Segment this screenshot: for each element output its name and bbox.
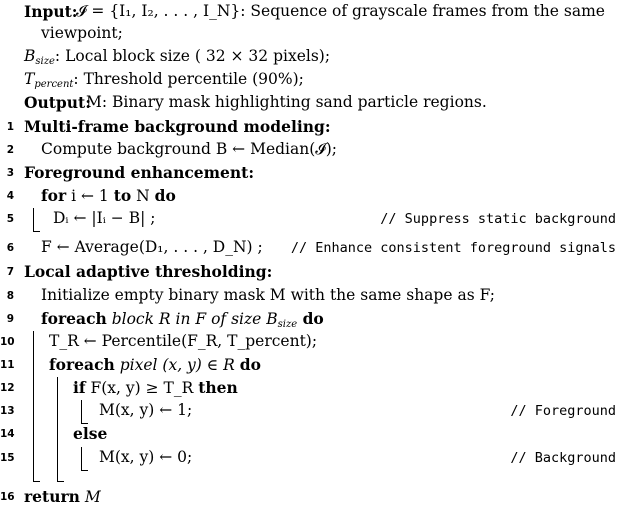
keyword-return: return [24, 487, 80, 506]
algo-line-15 [0, 448, 621, 472]
line-text [41, 309, 324, 330]
algo-line-1 [0, 117, 621, 141]
line-number: 6 [6, 242, 14, 254]
input-label: Input: [24, 2, 78, 21]
line-number: 14 [0, 428, 15, 440]
input-line [0, 2, 621, 26]
line-number: 9 [6, 313, 14, 325]
line-number: 5 [6, 213, 14, 225]
algo-line-7 [0, 262, 621, 286]
keyword-if: if [73, 378, 86, 397]
if-block-rule-hook [81, 423, 88, 424]
comment: // Enhance consistent foreground signals [290, 240, 616, 256]
size-subscript: size [277, 319, 298, 330]
line-text: T_R ← Percentile(F_R, T_percent); [49, 332, 318, 350]
foreach-block-rule-hook [33, 481, 40, 482]
input-continuation [0, 24, 621, 48]
line-text: Initialize empty binary mask M with the same shape as F; [41, 286, 495, 304]
line-number: 8 [6, 290, 14, 302]
else-block-rule-hook [81, 470, 88, 471]
line-text: Dᵢ ← |Iᵢ − B| ; [53, 209, 156, 227]
input-text-cont: viewpoint; [41, 24, 123, 42]
if-block-rule [81, 400, 82, 424]
algo-line-4 [0, 186, 621, 210]
algo-line-9 [0, 309, 621, 333]
line-text [41, 186, 176, 205]
bsize-subscript: size [35, 56, 55, 67]
line-number: 3 [6, 167, 14, 179]
tpct-description: : Threshold percentile (90%); [73, 70, 304, 88]
keyword-for: for [41, 186, 67, 205]
line-number: 2 [6, 144, 14, 156]
line-number: 1 [6, 121, 14, 133]
algo-line-12 [0, 378, 621, 402]
output-text: M: Binary mask highlighting sand particle regions. [86, 93, 487, 111]
algo-line-8 [0, 286, 621, 310]
bsize-param [24, 47, 330, 67]
foreach-block-rule [33, 331, 34, 482]
line-text [73, 378, 238, 397]
algo-line-3 [0, 163, 621, 187]
line-text: M(x, y) ← 0; [99, 448, 193, 466]
tpct-param [24, 70, 304, 90]
algo-line-2 [0, 140, 621, 164]
line-text [49, 355, 261, 374]
line-text: F ← Average(D₁, . . . , D_N) ; [41, 238, 263, 256]
for-loop-rule-hook [33, 231, 40, 232]
bsize-description: : Local block size ( 32 × 32 pixels); [54, 47, 331, 65]
keyword-to: to [113, 186, 132, 205]
line-number: 10 [0, 336, 15, 348]
line-number: 13 [0, 405, 15, 417]
line-text: Compute background B ← Median(𝓘); [41, 140, 338, 158]
for-loop-rule [33, 208, 34, 232]
algo-line-6 [0, 238, 621, 262]
line-number: 12 [0, 382, 15, 394]
loop-end: N [131, 187, 155, 205]
keyword-foreach: foreach [49, 355, 115, 374]
keyword-do: do [154, 186, 176, 205]
condition: F(x, y) ≥ T_R [85, 379, 199, 397]
foreach-pixel-rule [57, 377, 58, 482]
keyword-then: then [198, 378, 238, 397]
line-text: M(x, y) ← 1; [99, 401, 193, 419]
tpct-symbol: T [24, 70, 35, 88]
loop-range: i ← 1 [66, 187, 114, 205]
keyword-foreach: foreach [41, 309, 107, 328]
comment: // Foreground [510, 403, 616, 419]
algo-line-13 [0, 401, 621, 425]
line-text: Foreground enhancement: [24, 163, 255, 182]
bsize-symbol: B [24, 47, 36, 65]
algo-line-16 [0, 487, 621, 511]
output-label: Output: [24, 93, 91, 112]
line-number: 16 [0, 491, 15, 503]
algo-line-5 [0, 209, 621, 233]
comment: // Background [510, 450, 616, 466]
loop-clause: block R in F of size B [106, 310, 278, 328]
line-number: 11 [0, 359, 15, 371]
output-line [0, 93, 621, 117]
algo-line-11 [0, 355, 621, 379]
foreach-pixel-rule-hook [57, 481, 64, 482]
line-text: Local adaptive thresholding: [24, 262, 273, 281]
line-text [24, 487, 101, 506]
comment: // Suppress static background [380, 211, 616, 227]
line-text: else [73, 424, 108, 443]
algo-line-14 [0, 424, 621, 448]
algo-line-10 [0, 332, 621, 356]
loop-clause: pixel (x, y) ∈ R [114, 356, 240, 374]
keyword-do: do [239, 355, 261, 374]
line-text: Multi-frame background modeling: [24, 117, 331, 136]
return-value: M [79, 488, 101, 506]
line-number: 7 [6, 266, 14, 278]
line-number: 4 [6, 190, 14, 202]
line-number: 15 [0, 452, 15, 464]
tpct-subscript: percent [34, 79, 74, 90]
tpct-line [0, 70, 621, 94]
keyword-do: do [297, 309, 324, 328]
bsize-line [0, 47, 621, 71]
else-block-rule [81, 447, 82, 471]
input-text: 𝓘 = {I₁, I₂, . . . , I_N}: Sequence of grayscale frames from the same [76, 2, 605, 20]
